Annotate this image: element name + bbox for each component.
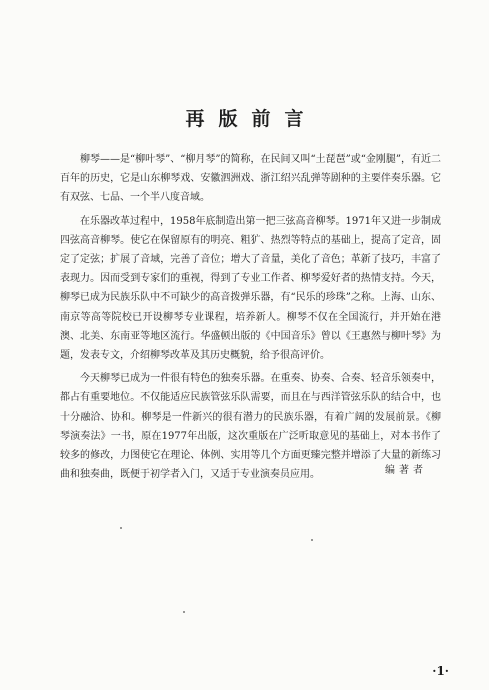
page-title: 再版前言: [185, 108, 318, 130]
page-number: ·1·: [432, 664, 449, 678]
author-signature: 编著者: [385, 465, 427, 476]
paragraph-3: 今天柳琴已成为一件很有特色的独奏乐器。在重奏、协奏、合奏、轻音乐领奏中，都占有重要地位。不仅能适应民族管弦乐队需要，而且在与西洋管弦乐队的结合中，也十分融洽、协和。柳琴是一件新兴的很有潜力的民族乐器，有着广阔的发展前景。《柳琴演奏法》一书，原在1977年出版，这次重版在广泛听取意见的基础上，对本书作了较多的修改，力图使它在理论、体例、实用等几个方面更臻完整并增添了大量的新练习曲和独奏曲，既便于初学者入门，又适于专业演奏员应用。: [60, 373, 441, 481]
scan-speck: [311, 539, 313, 541]
scan-speck: [120, 527, 122, 529]
paragraph-2: 在乐器改革过程中，1958年底制造出第一把三弦高音柳琴。1971年又进一步制成四弦高音柳琴。使它在保留原有的明亮、粗犷、热烈等特点的基础上，提高了定音，固定了定弦；扩展了音域，完善了音位；增大了音量，美化了音色；革新了技巧，丰富了表现力。因而受到专家们的重视，得到了专业工作者、柳琴爱好者的热情支持。今天，柳琴已成为民族乐队中不可缺少的高音拨弹乐器，有“民乐的珍珠”之称。上海、山东、南京等高等院校已开设柳琴专业课程，培养新人。柳琴不仅在全国流行，并开始在港澳、北美、东南亚等地区流行。华盛顿出版的《中国音乐》曾以《王惠然与柳叶琴》为题，发表专文，介绍柳琴改革及其历史概貌，给予很高评价。: [60, 215, 441, 362]
paragraph-1: 柳琴——是“柳叶琴”、“柳月琴”的简称，在民间又叫“土琵琶”或“金刚腿”，有近二百年的历史，它是山东柳琴戏、安徽泗洲戏、浙江绍兴乱弹等剧种的主要伴奏乐器。它有双弦、七品、一个半八度音域。: [60, 154, 441, 204]
preface-body: [60, 150, 441, 488]
scan-speck: [183, 611, 185, 613]
